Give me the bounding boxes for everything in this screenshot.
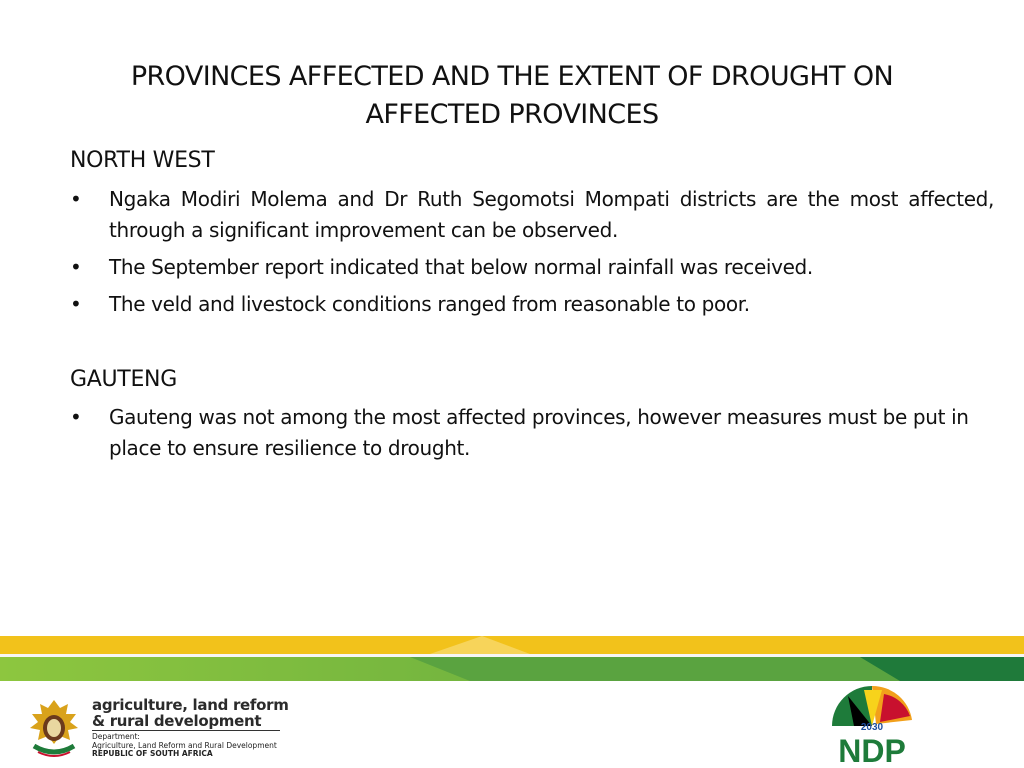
north-west-bullet-list: [70, 184, 994, 326]
bullet-icon: •: [70, 255, 82, 279]
coat-of-arms-icon: [24, 696, 84, 760]
bullet-text: The veld and livestock conditions ranged from reasonable to poor.: [109, 292, 750, 316]
list-item: [70, 184, 994, 246]
department-name-line1: agriculture, land reform: [92, 696, 289, 714]
bullet-text: Gauteng was not among the most affected provinces, however measures must be put in place to ensure resilience to drought.: [109, 405, 969, 460]
ndp-year: 2030: [860, 722, 884, 733]
bullet-icon: •: [70, 405, 82, 429]
bullet-text: Ngaka Modiri Molema and Dr Ruth Segomotsi Mompati districts are the most affected, through a significant improvement can be observed.: [109, 187, 994, 242]
gauteng-bullet-list: [70, 402, 970, 470]
footer-color-band: [0, 636, 1024, 686]
department-name-line2: & rural development: [92, 712, 262, 730]
department-full-name: Agriculture, Land Reform and Rural Development: [92, 740, 277, 750]
department-divider: [92, 730, 280, 731]
department-details: [92, 733, 277, 759]
country-name: REPUBLIC OF SOUTH AFRICA: [92, 749, 213, 758]
list-item: [70, 252, 994, 283]
department-name: [92, 697, 289, 729]
department-label: Department:: [92, 732, 140, 741]
ndp-logo-icon: [824, 680, 920, 766]
section-heading-north-west: NORTH WEST: [70, 148, 215, 173]
slide-title: PROVINCES AFFECTED AND THE EXTENT OF DROUGHT ON AFFECTED PROVINCES: [130, 61, 894, 130]
list-item: [70, 289, 994, 320]
list-item: [70, 402, 970, 464]
ndp-text: NDP: [838, 733, 906, 766]
bullet-text: The September report indicated that below normal rainfall was received.: [109, 255, 813, 279]
bullet-icon: •: [70, 292, 82, 316]
bullet-icon: •: [70, 187, 82, 211]
section-heading-gauteng: GAUTENG: [70, 367, 177, 392]
